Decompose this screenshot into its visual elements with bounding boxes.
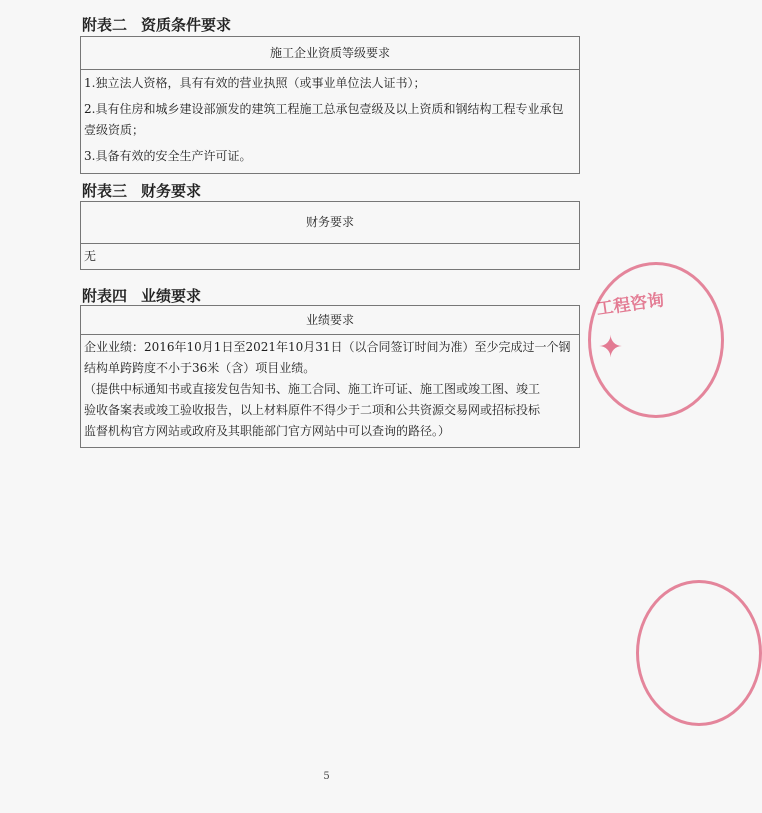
section3-title: 财务要求 [141,182,202,200]
section4-title: 业绩要求 [141,287,202,305]
qualification-table-body [81,70,580,174]
section3-label: 附表三 [82,182,128,200]
second-seal [636,580,762,726]
page-number: 5 [323,771,330,782]
performance-table [80,305,580,448]
finance-table-header: 财务要求 [81,202,580,244]
qualification-line: 壹级资质； [84,123,145,137]
section4-label: 附表四 [82,287,128,305]
section2-title: 资质条件要求 [141,16,232,34]
performance-line: 企业业绩：2016年10月1日至2021年10月31日（以合同签订时间为准）至少完成过一个钢 [84,340,571,354]
finance-table [80,201,580,270]
performance-line: 结构单跨跨度不小于36米（含）项目业绩。 [84,361,316,375]
performance-table-header: 业绩要求 [81,306,580,335]
section2-label: 附表二 [82,16,128,34]
finance-table-body: 无 [81,244,580,270]
qualification-line: 3.具备有效的安全生产许可证。 [84,149,252,163]
qualification-table-header: 施工企业资质等级要求 [81,37,580,70]
qualification-table [80,36,580,174]
performance-table-body [81,335,580,448]
qualification-line: 1.独立法人资格，具有有效的营业执照（或事业单位法人证书）； [84,76,426,90]
section3-heading [82,180,201,201]
seal-star-icon: ✦ [598,330,624,365]
section2-heading [82,14,231,35]
qualification-line: 2.具有住房和城乡建设部颁发的建筑工程施工总承包壹级及以上资质和钢结构工程专业承包 [84,102,564,116]
section4-heading [82,285,201,306]
seal-text: 工程咨询 [595,290,666,320]
performance-line: （提供中标通知书或直接发包告知书、施工合同、施工许可证、施工图或竣工图、竣工 [84,382,541,396]
performance-line: 监督机构官方网站或政府及其职能部门官方网站中可以查询的路径。） [84,424,451,438]
performance-line: 验收备案表或竣工验收报告，以上材料原件不得少于二项和公共资源交易网或招标投标 [84,403,541,417]
